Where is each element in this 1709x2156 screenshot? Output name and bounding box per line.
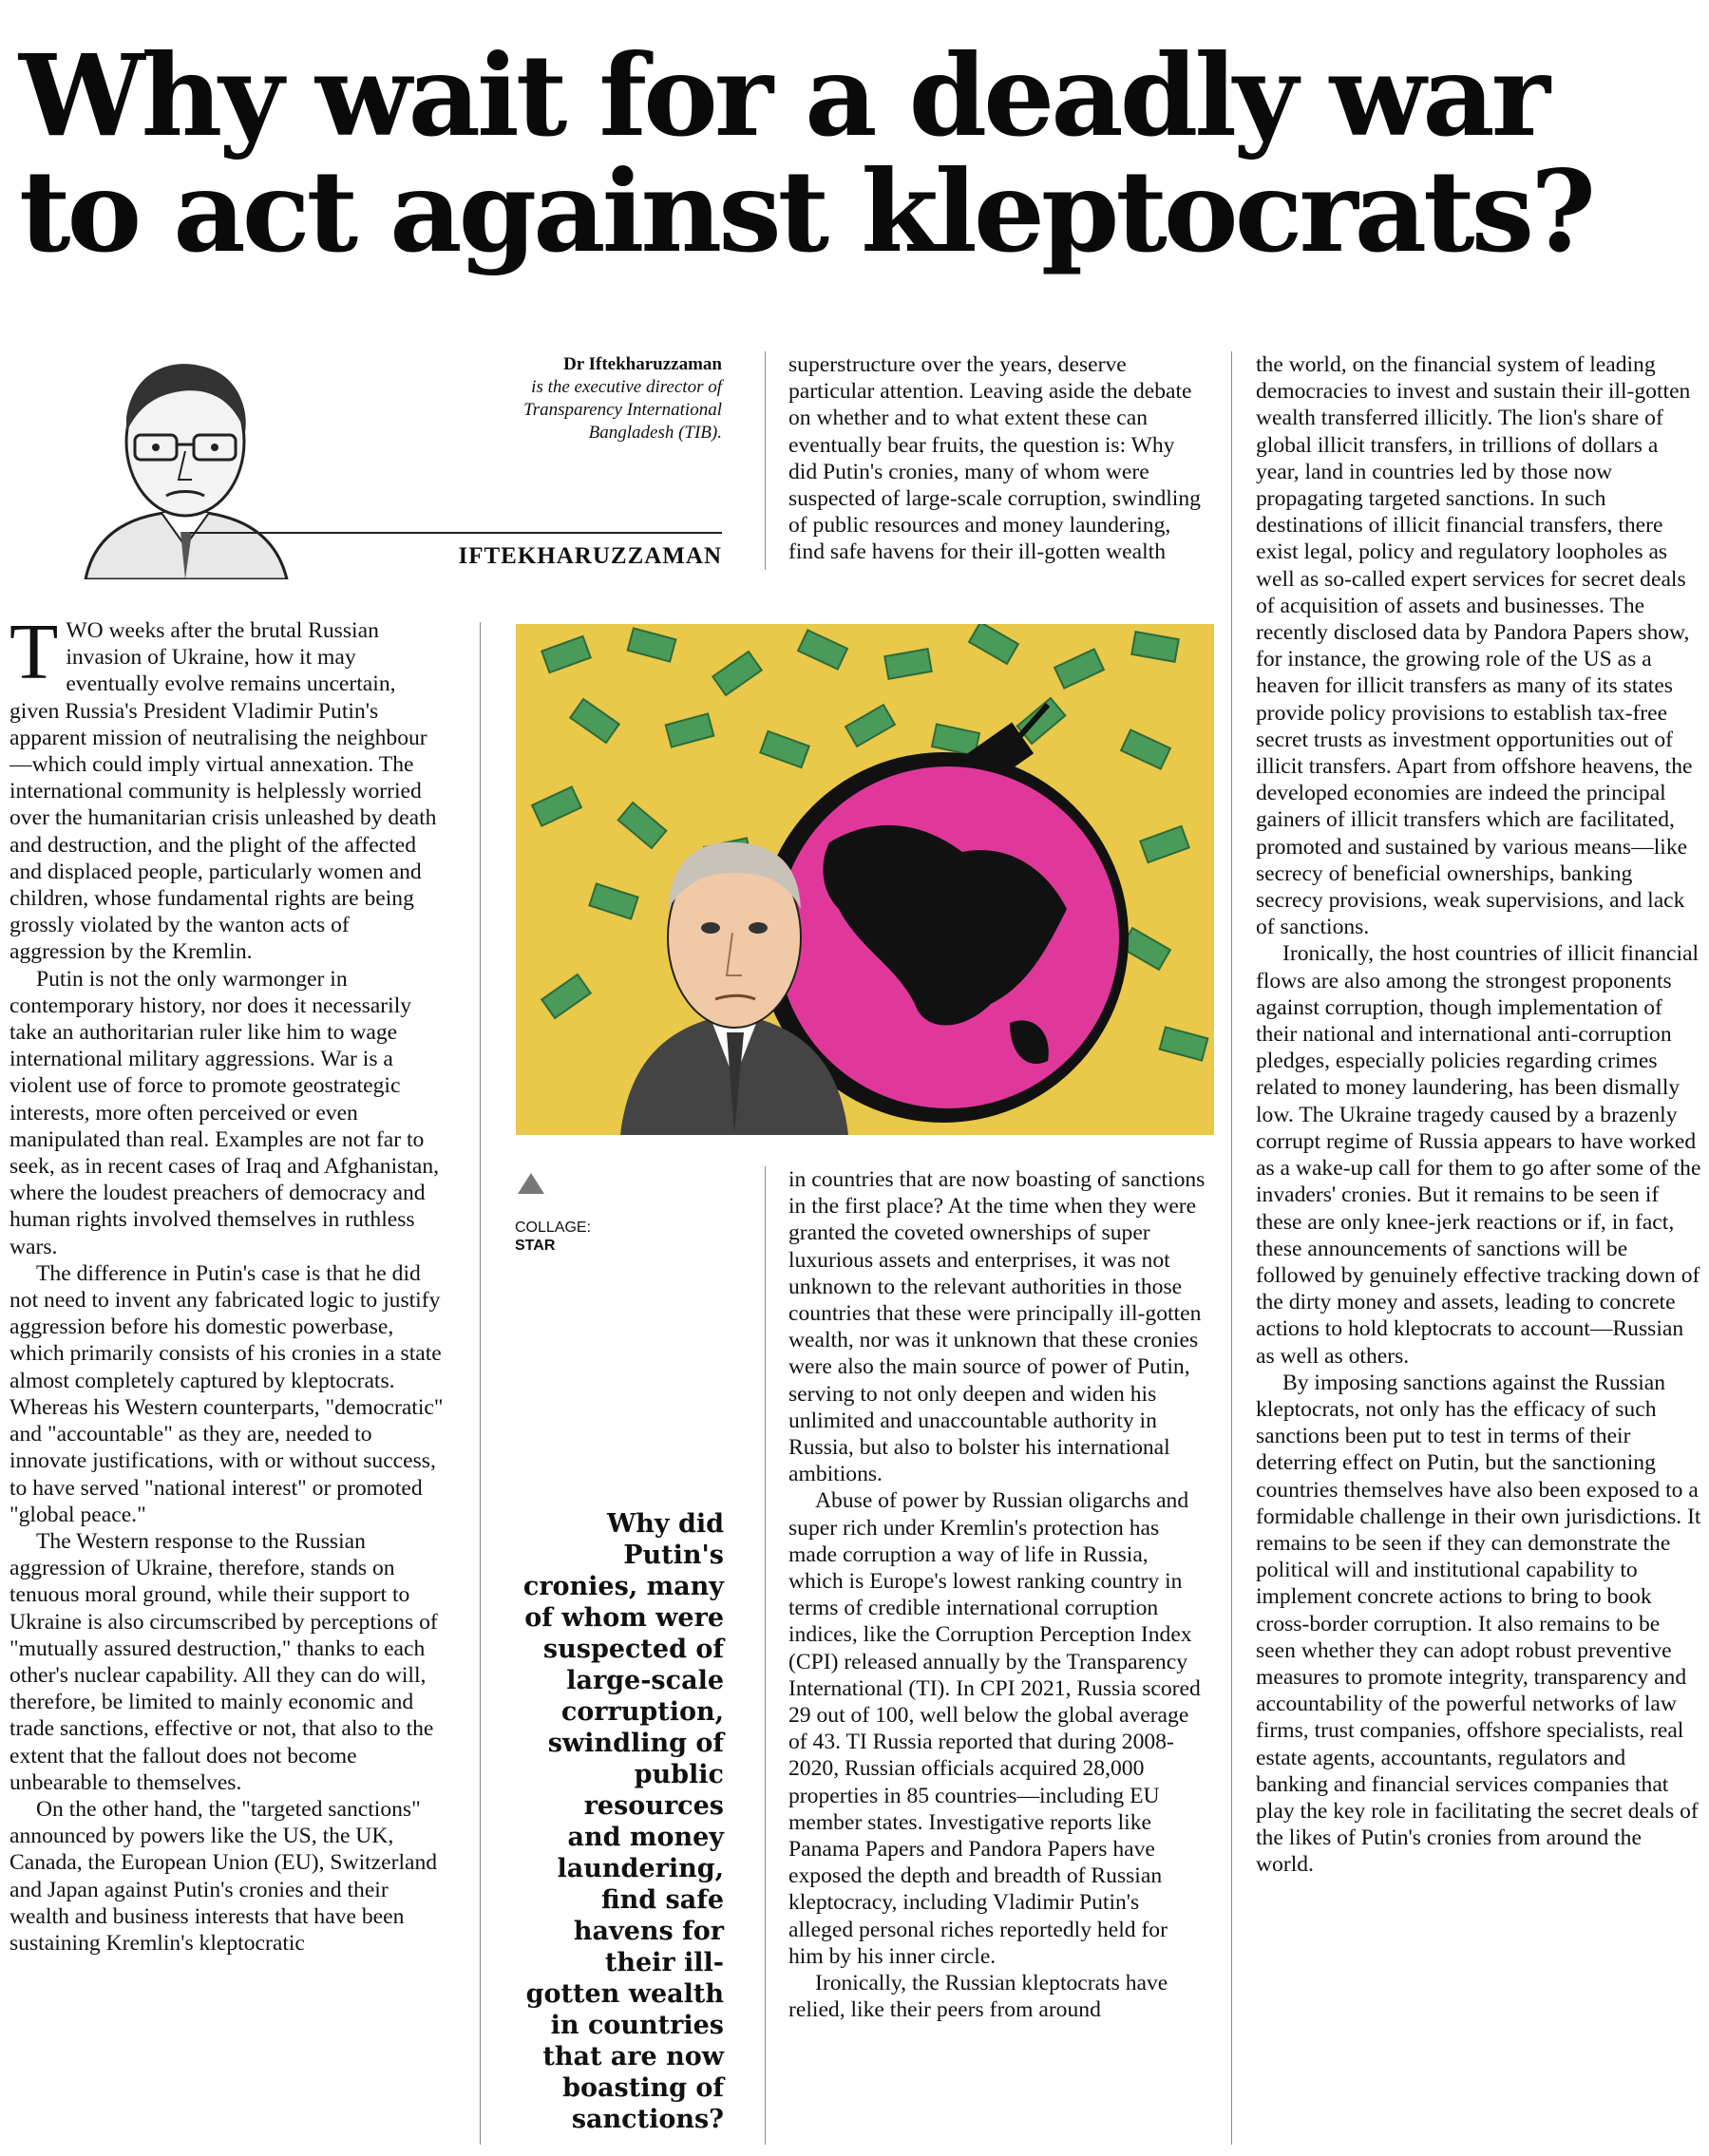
paragraph: The difference in Putin's case is that he did not need to invent any fabricated logic to justify aggression before his domestic powerbase, which primarily consists of his cronies in a state almost completely captured by kleptocrats. Whereas his Western counterparts, "democratic" and "accountable" as they are, needed to innovate justifications, with or without success, to have served "national interest" or promoted "global peace."	[9, 1260, 444, 1527]
caption-marker-icon	[518, 1173, 544, 1194]
paragraph: By imposing sanctions against the Russian kleptocrats, not only has the efficacy of such sanctions been put to test in terms of their deterring effect on Putin, but the sanctioning countries themselves have also been exposed to a formidable challenge in their own jurisdictions. It remains to be seen if they can demonstrate the political will and institutional capability to implement concrete actions to bring to book cross-border corruption. It also remains to be seen whether they can adopt robust preventive measures to promote integrity, transparency and accountability of the powerful networks of law firms, trust companies, offshore specialists, real estate agents, accountants, regulators and banking and financial services companies that play the key role in facilitating the secret deals of the likes of Putin's cronies from around the world.	[1256, 1370, 1701, 1878]
byline-rule	[190, 532, 722, 534]
column-divider	[1231, 351, 1232, 2145]
paragraph: On the other hand, the "targeted sanctions" announced by powers like the US, the UK, Canada, the European Union (EU), Switzerland and Japan against Putin's cronies and their wealth and business interests that have been sustaining Kremlin's kleptocratic	[9, 1796, 438, 1956]
dropcap: T	[9, 608, 59, 696]
paragraph: Ironically, the host countries of illicit financial flows are also among the strongest proponents against corruption, though implementation of their national and international anti-corruption pledges, especially policies regarding crimes related to money laundering, has been dismally low. The Ukraine tragedy caused by a brazenly corrupt regime of Russia appears to have worked as a wake-up call for them to go after some of the invaders' cronies. But it remains to be seen if these are only knee-jerk reactions or if, in fact, these announcements of sanctions will be followed by genuinely effective tracking down of the dirty money and assets, leading to concrete actions to hold kleptocrats to account—Russian as well as others.	[1256, 941, 1701, 1369]
paragraph: superstructure over the years, deserve particular attention. Leaving aside the debate on whether and to what extent these can eventually bear fruits, the question is: Why did Putin's cronies, many of whom were suspected of large-scale corruption, swindling of public resources and money laundering, find safe havens for their ill-gotten wealth	[788, 352, 1201, 565]
byline-block	[19, 342, 722, 579]
author-bio-name: Dr Iftekharuzzaman	[563, 354, 722, 374]
paragraph: Abuse of power by Russian oligarchs and super rich under Kremlin's protection has made corruption a way of life in Russia, which is Europe's lowest ranking country in terms of credible international corruption indices, like the Corruption Perception Index (CPI) released annually by the Transparency International (TI). In CPI 2021, Russia scored 29 out of 100, well below the global average of 43. TI Russia reported that during 2008-2020, Russian officials acquired 28,000 properties in 85 countries—including EU member states. Investigative reports like Panama Papers and Pandora Papers have exposed the depth and breadth of Russian kleptocracy, including Vladimir Putin's alleged personal riches reportedly held for him by his inner circle.	[788, 1488, 1201, 1969]
author-byline: IFTEKHARUZZAMAN	[458, 543, 722, 569]
paragraph: Putin is not the only warmonger in contemporary history, nor does it necessarily take an authoritarian ruler like him to wage international military aggressions. War is a violent use of force to promote geostrategic interests, more often perceived or even manipulated than real. Examples are not far to seek, as in recent cases of Iraq and Afghanistan, where the loudest preachers of democracy and human rights involved themselves in ruthless wars.	[9, 966, 440, 1259]
article-column-2-top	[788, 351, 1206, 566]
caption-label: COLLAGE:	[515, 1220, 592, 1236]
image-caption	[515, 1219, 591, 1255]
article-column-1	[9, 608, 446, 1957]
article-column-3	[1256, 351, 1702, 1879]
article-column-2-bottom	[788, 1166, 1206, 2024]
paragraph: The Western response to the Russian aggression of Ukraine, therefore, stands on tenuous moral ground, while their support to Ukraine is also circumscribed by perceptions of "mutually assured destruction," thanks to each other's nuclear capability. All they can do will, therefore, be limited to mainly economic and trade sanctions, effective or not, that also to the extent that the fallout does not become unbearable to themselves.	[9, 1528, 438, 1795]
paragraph: WO weeks after the brutal Russian invasion of Ukraine, how it may eventually evolve remains uncertain, given Russia's President Vladimir Putin's apparent mission of neutralising the neighbour—which could imply virtual annexation. The international community is helplessly worried over the humanitarian crisis unleashed by death and destruction, and the plight of the affected and displaced people, particularly women and children, whose fundamental rights are being grossly violated by the wanton acts of aggression by the Kremlin.	[9, 618, 437, 965]
pull-quote: Why did Putin's cronies, many of whom were suspected of large-scale corruption, swindling of public resources and money laundering, find safe havens for their ill-gotten wealth in countries that are now boasting of sanctions?	[522, 1509, 724, 2134]
illustration-collage	[516, 624, 1214, 1135]
paragraph: the world, on the financial system of leading democracies to invest and sustain their ill-gotten wealth transferred illicitly. The lion's share of global illicit transfers, in trillions of dollars a year, land in countries led by those now propagating targeted sanctions. In such destinations of illicit financial transfers, there exist legal, policy and regulatory loopholes as well as so-called expert services for secret deals of acquisition of assets and businesses. The recently disclosed data by Pandora Papers show, for instance, the growing role of the US as a heaven for illicit transfers as many of its states provide policy provisions to establish tax-free secret trusts as investment opportunities out of illicit transfers. Apart from offshore heavens, the developed economies are indeed the principal gainers of illicit transfers which are facilitated, promoted and sustained by various means—like secrecy of beneficial ownerships, banking secrecy provisions, weak supervisions, and lack of sanctions.	[1256, 352, 1693, 940]
paragraph: in countries that are now boasting of sanctions in the first place? At the time when they were granted the coveted ownerships of super luxurious assets and enterprises, it was not unknown to the relevant authorities in those countries that these were principally ill-gotten wealth, nor was it unknown that these cronies were also the main source of power of Putin, serving to not only deepen and widen his unlimited and unaccountable authority in Russia, but also to bolster his international ambitions.	[788, 1167, 1206, 1487]
headline: Why wait for a deadly war to act against kleptocrats?	[19, 29, 1593, 277]
author-bio	[437, 353, 722, 444]
column-divider	[480, 622, 481, 2145]
column-divider	[765, 1166, 766, 2145]
column-divider	[765, 351, 766, 570]
paragraph: Ironically, the Russian kleptocrats have relied, like their peers from around	[788, 1971, 1168, 2023]
caption-credit: STAR	[515, 1238, 556, 1254]
author-bio-text: is the executive director of Transparency International Bangladesh (TIB).	[523, 377, 722, 443]
author-portrait	[66, 342, 304, 579]
